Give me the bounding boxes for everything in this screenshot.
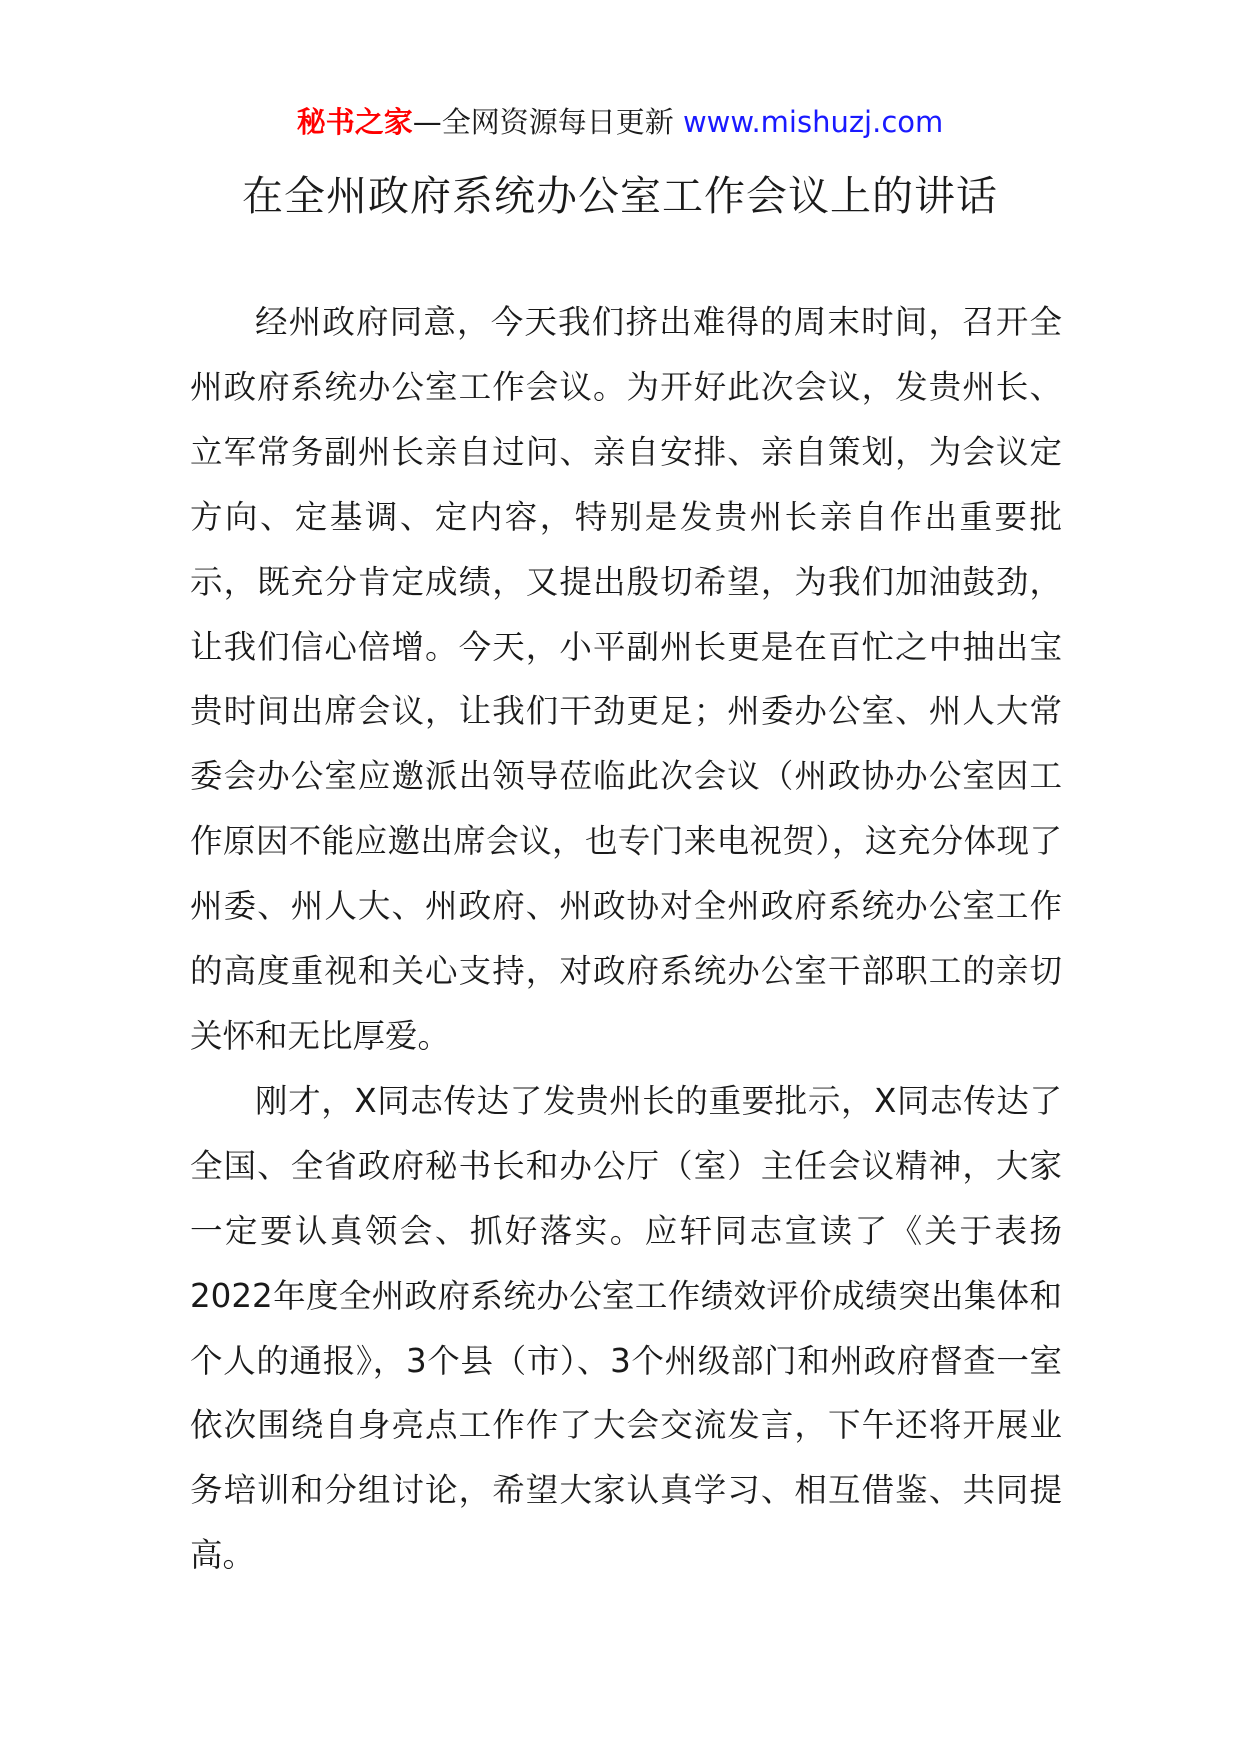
paragraph: 经州政府同意，今天我们挤出难得的周末时间，召开全州政府系统办公室工作会议。为开好此次会议，发贵州长、立军常务副州长亲自过问、亲自安排、亲自策划，为会议定方向、定基调、定内容，特别是发贵州长亲自作出重要批示，既充分肯定成绩，又提出殷切希望，为我们加油鼓劲，让我们信心倍增。今天，小平副州长更是在百忙之中抽出宝贵时间出席会议，让我们干劲更足；州委办公室、州人大常委会办公室应邀派出领导莅临此次会议（州政协办公室因工作原因不能应邀出席会议，也专门来电祝贺），这充分体现了州委、州人大、州政府、州政协对全州政府系统办公室工作的高度重视和关心支持，对政府系统办公室干部职工的亲切关怀和无比厚爱。 <box>190 303 1062 1055</box>
site-header <box>0 102 1240 142</box>
site-url-link[interactable]: www.mishuzj.com <box>682 105 944 139</box>
paragraph: 刚才，X同志传达了发贵州长的重要批示，X同志传达了全国、全省政府秘书长和办公厅（室）主任会议精神，大家一定要认真领会、抓好落实。应轩同志宣读了《关于表扬2022年度全州政府系统办公室工作绩效评价成绩突出集体和个人的通报》，3个县（市）、3个州级部门和州政府督查一室依次围绕自身亮点工作作了大会交流发言，下午还将开展业务培训和分组讨论，希望大家认真学习、相互借鉴、共同提高。 <box>190 1081 1062 1575</box>
brand-name: 秘书之家 <box>296 105 413 139</box>
site-tagline: —全网资源每日更新 <box>412 105 674 139</box>
document-body <box>190 290 1062 1588</box>
document-title: 在全州政府系统办公室工作会议上的讲话 <box>242 172 998 220</box>
